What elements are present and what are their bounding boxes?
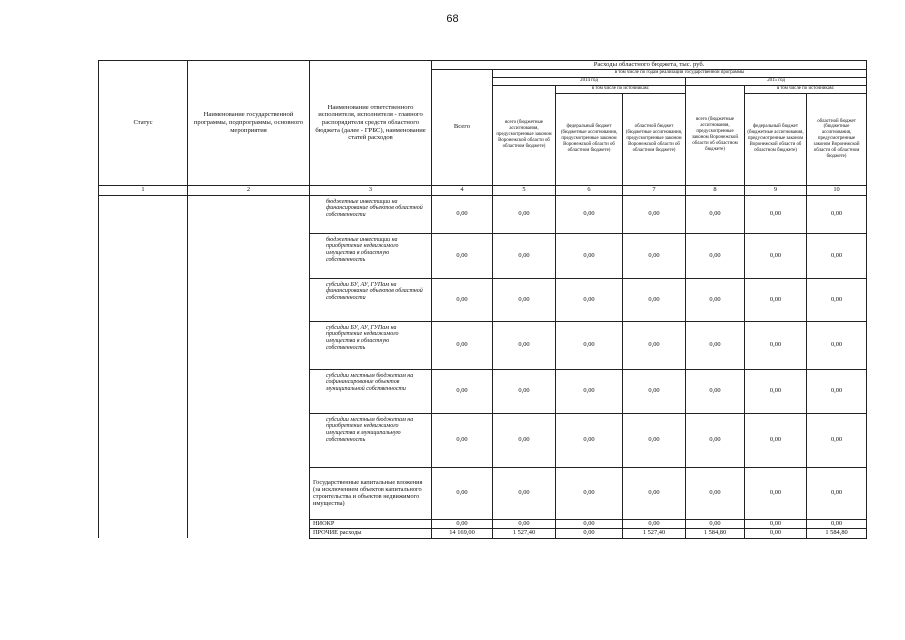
value-cell: 1 584,80	[686, 528, 745, 538]
column-number: 8	[686, 185, 745, 195]
value-cell: 0,00	[556, 278, 623, 321]
value-cell: 0,00	[432, 195, 493, 233]
expense-item-label: Государственные капитальные вложения (за исключением объектов капитального строительства и объектов недвижимого имущества)	[310, 467, 432, 519]
column-number: 10	[807, 185, 867, 195]
value-cell: 0,00	[493, 519, 556, 528]
value-cell: 0,00	[623, 467, 686, 519]
value-cell: 0,00	[432, 233, 493, 278]
value-cell: 0,00	[493, 233, 556, 278]
value-cell: 0,00	[807, 467, 867, 519]
value-cell: 14 169,00	[432, 528, 493, 538]
header-status: Статус	[99, 61, 188, 186]
value-cell: 0,00	[556, 467, 623, 519]
value-cell: 0,00	[745, 278, 807, 321]
header-expenses-title: Расходы областного бюджета, тыс. руб.	[432, 61, 867, 70]
expense-item-label: бюджетные инвестиции на приобретение недвижимого имущества в областную собственность	[310, 233, 432, 278]
value-cell: 0,00	[623, 195, 686, 233]
value-cell: 0,00	[432, 321, 493, 369]
header-y2-by-sources: в том числе по источникам:	[745, 85, 867, 93]
value-cell: 0,00	[432, 278, 493, 321]
value-cell: 0,00	[623, 321, 686, 369]
header-by-years: в том числе по годам реализации государственной программы	[493, 69, 867, 77]
expense-item-label: НИОКР	[310, 519, 432, 528]
expense-item-label: субсидии местным бюджетам на приобретение недвижимого имущества в муниципальную собственность	[310, 413, 432, 467]
value-cell: 0,00	[493, 321, 556, 369]
header-y1-federal: федеральный бюджет (бюджетные ассигнования, предусмотренные законом Воронежской области об областном бюджете)	[556, 93, 623, 185]
header-y2-federal: федеральный бюджет (бюджетные ассигнования, предусмотренные законом Воронежской области об областном бюджете)	[745, 93, 807, 185]
value-cell: 0,00	[686, 413, 745, 467]
column-number: 4	[432, 185, 493, 195]
program-name-cell	[188, 195, 310, 538]
value-cell: 0,00	[432, 369, 493, 413]
value-cell: 0,00	[745, 467, 807, 519]
header-program-name: Наименование государственной программы, подпрограммы, основного мероприятия	[188, 61, 310, 186]
value-cell: 0,00	[493, 278, 556, 321]
value-cell: 0,00	[623, 369, 686, 413]
value-cell: 0,00	[432, 467, 493, 519]
value-cell: 0,00	[745, 233, 807, 278]
header-year-2015: 2015 год	[686, 77, 867, 85]
value-cell: 0,00	[556, 413, 623, 467]
value-cell: 0,00	[623, 233, 686, 278]
value-cell: 1 584,80	[807, 528, 867, 538]
value-cell: 0,00	[493, 413, 556, 467]
value-cell: 0,00	[686, 195, 745, 233]
value-cell: 0,00	[686, 467, 745, 519]
value-cell: 0,00	[623, 278, 686, 321]
header-y2-regional: областной бюджет (бюджетные ассигнования, предусмотренные законом Воронежской области об областном бюджете)	[807, 93, 867, 185]
value-cell: 0,00	[745, 519, 807, 528]
budget-table	[98, 60, 867, 539]
value-cell: 0,00	[745, 321, 807, 369]
value-cell: 0,00	[432, 519, 493, 528]
expense-item-label: ПРОЧИЕ расходы	[310, 528, 432, 538]
header-executor: Наименование ответственного исполнителя, исполнителя - главного распорядителя средств областного бюджета (далее - ГРБС), наименование статей расходов	[310, 61, 432, 186]
expense-item-label: субсидии БУ, АУ, ГУПам на финансирование объектов областной собственности	[310, 278, 432, 321]
value-cell: 1 527,40	[493, 528, 556, 538]
header-y2-all: всего (бюджетные ассигнования, предусмотренные законом Воронежской области об областном бюджете)	[686, 85, 745, 185]
value-cell: 0,00	[807, 195, 867, 233]
value-cell: 0,00	[432, 413, 493, 467]
column-number: 1	[99, 185, 188, 195]
value-cell: 0,00	[686, 278, 745, 321]
value-cell: 0,00	[686, 321, 745, 369]
value-cell: 0,00	[807, 519, 867, 528]
value-cell: 0,00	[807, 233, 867, 278]
column-number: 7	[623, 185, 686, 195]
value-cell: 0,00	[623, 519, 686, 528]
value-cell: 1 527,40	[623, 528, 686, 538]
header-y1-by-sources: в том числе по источникам:	[556, 85, 686, 93]
value-cell: 0,00	[556, 195, 623, 233]
header-year-2014: 2014 год	[493, 77, 686, 85]
column-number: 5	[493, 185, 556, 195]
value-cell: 0,00	[623, 413, 686, 467]
value-cell: 0,00	[493, 369, 556, 413]
value-cell: 0,00	[745, 528, 807, 538]
value-cell: 0,00	[807, 278, 867, 321]
column-number: 2	[188, 185, 310, 195]
value-cell: 0,00	[493, 467, 556, 519]
value-cell: 0,00	[745, 369, 807, 413]
value-cell: 0,00	[556, 233, 623, 278]
value-cell: 0,00	[556, 321, 623, 369]
header-y1-all: всего (бюджетные ассигнования, предусмотренные законом Воронежской области об областном бюджете)	[493, 85, 556, 185]
column-number: 6	[556, 185, 623, 195]
value-cell: 0,00	[556, 528, 623, 538]
value-cell: 0,00	[686, 519, 745, 528]
column-number-row	[99, 185, 867, 195]
page-number: 68	[446, 13, 459, 25]
value-cell: 0,00	[807, 321, 867, 369]
value-cell: 0,00	[807, 369, 867, 413]
value-cell: 0,00	[807, 413, 867, 467]
column-number: 9	[745, 185, 807, 195]
table-row	[99, 195, 867, 233]
value-cell: 0,00	[493, 195, 556, 233]
value-cell: 0,00	[745, 413, 807, 467]
column-number: 3	[310, 185, 432, 195]
value-cell: 0,00	[556, 519, 623, 528]
expense-item-label: субсидии БУ, АУ, ГУПам на приобретение недвижимого имущества в областную собственность	[310, 321, 432, 369]
header-total: Всего	[432, 69, 493, 185]
status-cell	[99, 195, 188, 538]
value-cell: 0,00	[745, 195, 807, 233]
value-cell: 0,00	[556, 369, 623, 413]
expense-item-label: субсидии местным бюджетам на софинансирование объектов муниципальной собственности	[310, 369, 432, 413]
value-cell: 0,00	[686, 369, 745, 413]
value-cell: 0,00	[686, 233, 745, 278]
expense-item-label: бюджетные инвестиции на финансирование объектов областной собственности	[310, 195, 432, 233]
header-y1-regional: областной бюджет (бюджетные ассигнования, предусмотренные законом Воронежской области об областном бюджете)	[623, 93, 686, 185]
